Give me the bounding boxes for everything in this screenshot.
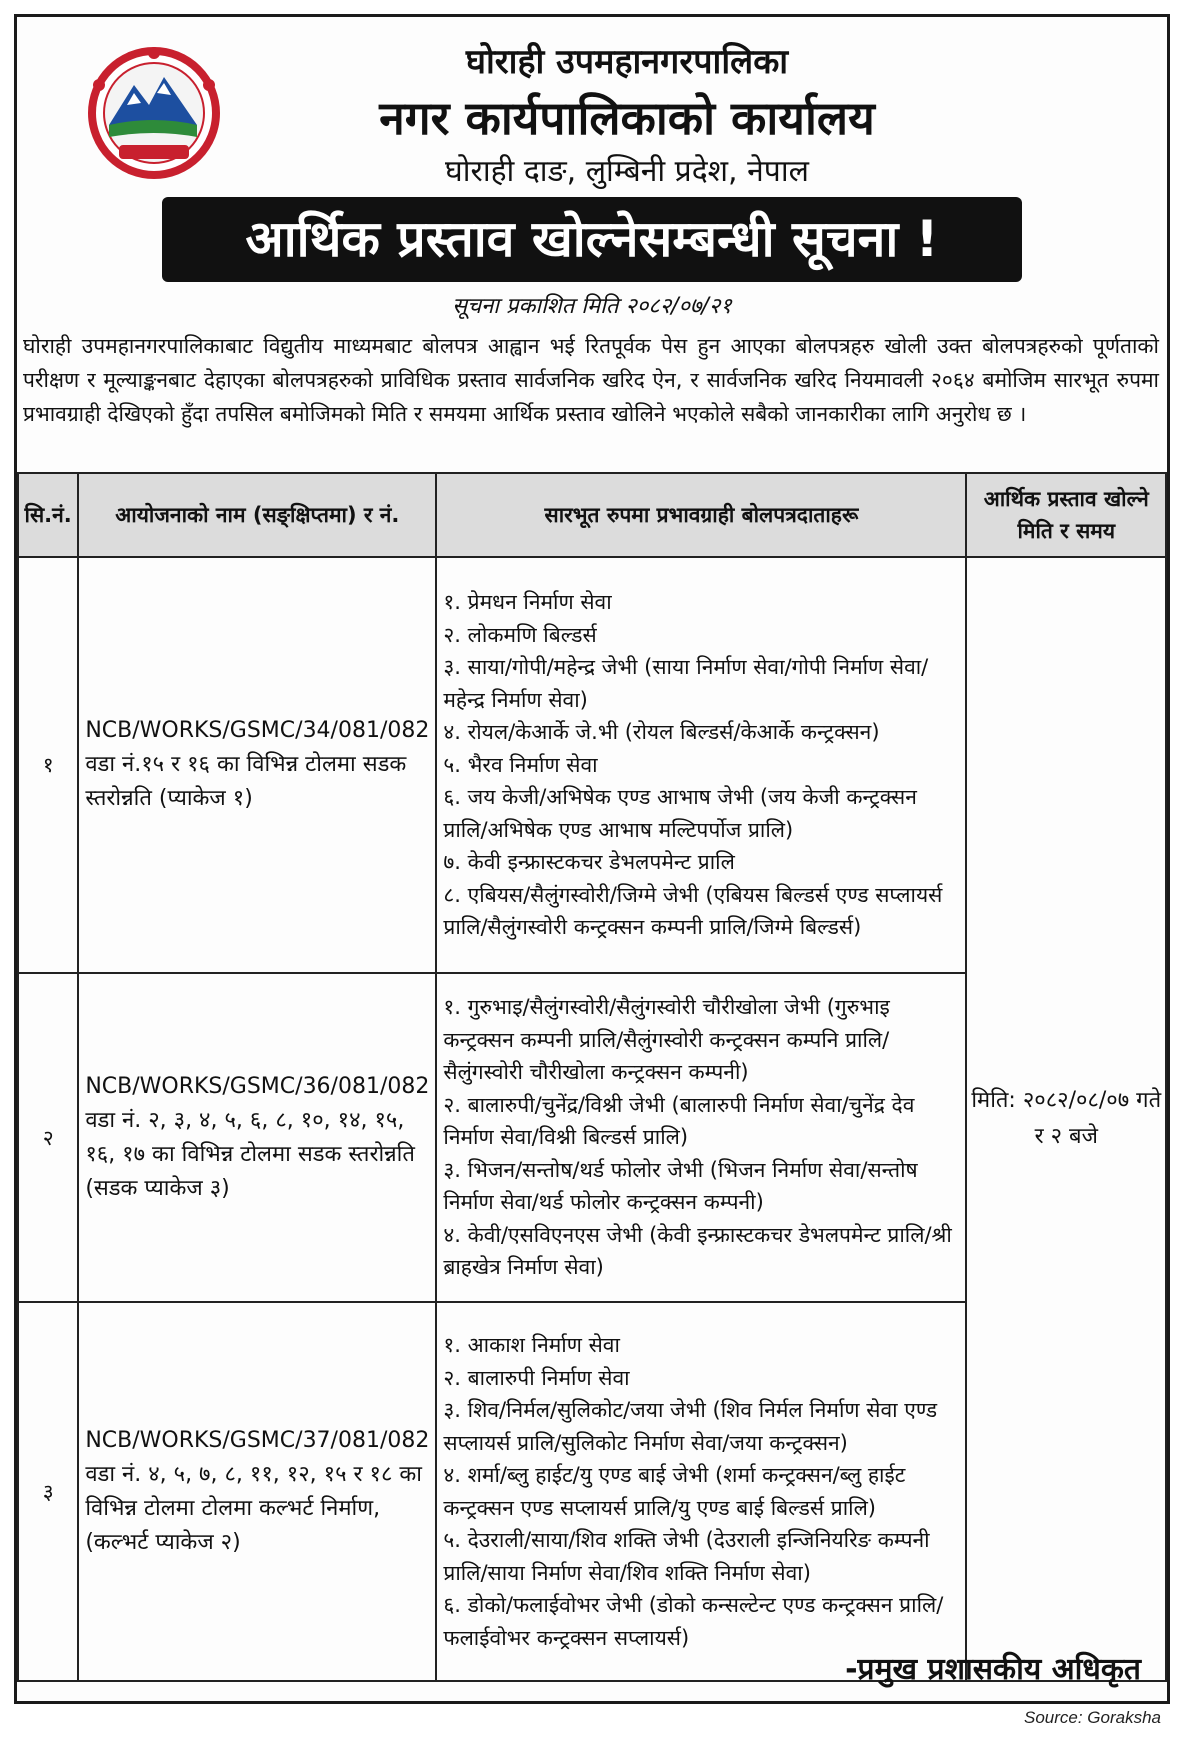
bidder-item: ८. एबियस/सैलुंगस्वोरी/जिग्मे जेभी (एबियस बिल्डर्स एण्ड सप्लायर्स प्रालि/सैलुंगस्वोरी कन्ट्रक्सन कम्पनी प्रालि/जिग्मे बिल्डर्स) bbox=[443, 882, 943, 940]
row-bidders bbox=[436, 1302, 966, 1681]
row-bidders bbox=[436, 973, 966, 1302]
bidder-item: ६. डोको/फलाईवोभर जेभी (डोको कन्सल्टेन्ट एण्ड कन्ट्रक्सन प्रालि/फलाईवोभर कन्ट्रक्सन सप्लायर्स) bbox=[443, 1593, 944, 1650]
table-row bbox=[18, 557, 1166, 973]
bidder-item: २. लोकमणि बिल्डर्स bbox=[443, 622, 597, 647]
bidder-item: १. आकाश निर्माण सेवा bbox=[443, 1333, 620, 1357]
row-sn: ३ bbox=[18, 1302, 78, 1681]
header-bidders: सारभूत रुपमा प्रभावग्राही बोलपत्रदाताहरू bbox=[436, 473, 966, 557]
bidder-item: ४. रोयल/केआर्के जे.भी (रोयल बिल्डर्स/केआर्के कन्ट्रक्सन) bbox=[443, 720, 880, 745]
office-header bbox=[237, 37, 1017, 195]
bidder-item: ३. भिजन/सन्तोष/थर्ड फोलोर जेभी (भिजन निर्माण सेवा/सन्तोष निर्माण सेवा/थर्ड फोलोर कन्ट्रक्सन कम्पनी) bbox=[443, 1157, 918, 1215]
bidder-item: ६. जय केजी/अभिषेक एण्ड आभाष जेभी (जय केजी कन्ट्रक्सन प्रालि/अभिषेक एण्ड आभाष मल्टिपर्पोज प्रालि) bbox=[443, 785, 917, 842]
header-project: आयोजनाको नाम (सङ्क्षिप्तमा) र नं. bbox=[78, 473, 436, 557]
signature: -प्रमुख प्रशासकीय अधिकृत bbox=[845, 1652, 1141, 1687]
opening-date: मिति: २०८२/०८/०७ गते र २ बजे bbox=[966, 557, 1166, 1681]
row-sn: २ bbox=[18, 973, 78, 1302]
bidder-item: ४. शर्मा/ब्लु हाईट/यु एण्ड बाई जेभी (शर्मा कन्ट्रक्सन/ब्लु हाईट कन्ट्रक्सन एण्ड सप्लायर्स प्रालि/यु एण्ड बाई बिल्डर्स प्रालि) bbox=[443, 1463, 906, 1520]
bidder-item: १. प्रेमधन निर्माण सेवा bbox=[443, 590, 612, 615]
bidder-item: २. बालारुपी निर्माण सेवा bbox=[443, 1365, 630, 1390]
bidder-item: ७. केवी इन्फ्रास्टकचर डेभलपमेन्ट प्रालि bbox=[443, 850, 735, 875]
publish-date: सूचना प्रकाशित मिति २०८२/०७/२१ bbox=[452, 294, 732, 319]
bidder-item: ४. केवी/एसविएनएस जेभी (केवी इन्फ्रास्टकचर डेभलपमेन्ट प्रालि/श्री ब्राहखेत्र निर्माण सेवा) bbox=[443, 1222, 952, 1280]
header-sn: सि.नं. bbox=[18, 473, 78, 557]
bidder-item: २. बालारुपी/चुनेंद्र/विश्नी जेभी (बालारुपी निर्माण सेवा/चुनेंद्र देव निर्माण सेवा/विश्नी बिल्डर्स प्रालि) bbox=[443, 1092, 915, 1150]
office-name: नगर कार्यपालिकाको कार्यालय bbox=[379, 91, 875, 145]
row-project: NCB/WORKS/GSMC/37/081/082 वडा नं. ४, ५, ७, ८, ११, १२, १५ र १८ का विभिन्न टोलमा टोलमा कल्भर्ट निर्माण, (कल्भर्ट प्याकेज २) bbox=[78, 1302, 436, 1681]
office-address: घोराही दाङ, लुम्बिनी प्रदेश, नेपाल bbox=[445, 154, 809, 189]
notice-title: आर्थिक प्रस्ताव खोल्नेसम्बन्धी सूचना ! bbox=[162, 197, 1022, 282]
municipality-name: घोराही उपमहानगरपालिका bbox=[465, 42, 789, 82]
bidder-item: १. गुरुभाइ/सैलुंगस्वोरी/सैलुंगस्वोरी चौरीखोला जेभी (गुरुभाइ कन्ट्रक्सन कम्पनी प्रालि/सैलुंगस्वोरी कन्ट्रक्सन कम्पनि प्रालि/सैलुंगस्वोरी चौरीखोला कन्ट्रक्सन कम्पनी) bbox=[443, 995, 890, 1085]
notice-page bbox=[14, 14, 1170, 1704]
source-credit: Source: Goraksha bbox=[1023, 1708, 1161, 1727]
bidders-table bbox=[17, 472, 1167, 1682]
row-project: NCB/WORKS/GSMC/36/081/082 वडा नं. २, ३, ४, ५, ६, ८, १०, १४, १५, १६, १७ का विभिन्न टोलमा सडक स्तरोन्नति (सडक प्याकेज ३) bbox=[78, 973, 436, 1302]
row-bidders bbox=[436, 557, 966, 973]
row-project: NCB/WORKS/GSMC/34/081/082 वडा नं.१५ र १६ का विभिन्न टोलमा सडक स्तरोन्नति (प्याकेज १) bbox=[78, 557, 436, 973]
bidder-item: ५. भैरव निर्माण सेवा bbox=[443, 752, 598, 777]
notice-paragraph: घोराही उपमहानगरपालिकाबाट विद्युतीय माध्यमबाट बोलपत्र आह्वान भई रितपूर्वक पेस हुन आएका बोलपत्रहरु खोली उक्त बोलपत्रहरुको पूर्णताको परीक्षण र मूल्याङ्कनबाट देहाएका बोलपत्रहरुको प्राविधिक प्रस्ताव सार्वजनिक खरिद ऐन, र सार्वजनिक खरिद नियमावली २०६४ बमोजिम सारभूत रुपमा प्रभावग्राही देखिएको हुँदा तपसिल बमोजिमको मिति र समयमा आर्थिक प्रस्ताव खोलिने भएकोले सबैको जानकारीका लागि अनुरोध छ । bbox=[23, 334, 1159, 426]
header-date: आर्थिक प्रस्ताव खोल्ने मिति र समय bbox=[966, 473, 1166, 557]
bidder-item: ५. देउराली/साया/शिव शक्ति जेभी (देउराली इन्जिनियरिङ कम्पनी प्रालि/साया निर्माण सेवा/शिव शक्ति निर्माण सेवा) bbox=[443, 1528, 930, 1585]
nepal-government-emblem-icon bbox=[79, 45, 229, 180]
row-sn: १ bbox=[18, 557, 78, 973]
table-header-row bbox=[18, 473, 1166, 557]
bidder-item: ३. शिव/निर्मल/सुलिकोट/जया जेभी (शिव निर्मल निर्माण सेवा एण्ड सप्लायर्स प्रालि/सुलिकोट निर्माण सेवा/जया कन्ट्रक्सन) bbox=[443, 1398, 938, 1455]
bidder-item: ३. साया/गोपी/महेन्द्र जेभी (साया निर्माण सेवा/गोपी निर्माण सेवा/महेन्द्र निर्माण सेवा) bbox=[443, 655, 929, 712]
